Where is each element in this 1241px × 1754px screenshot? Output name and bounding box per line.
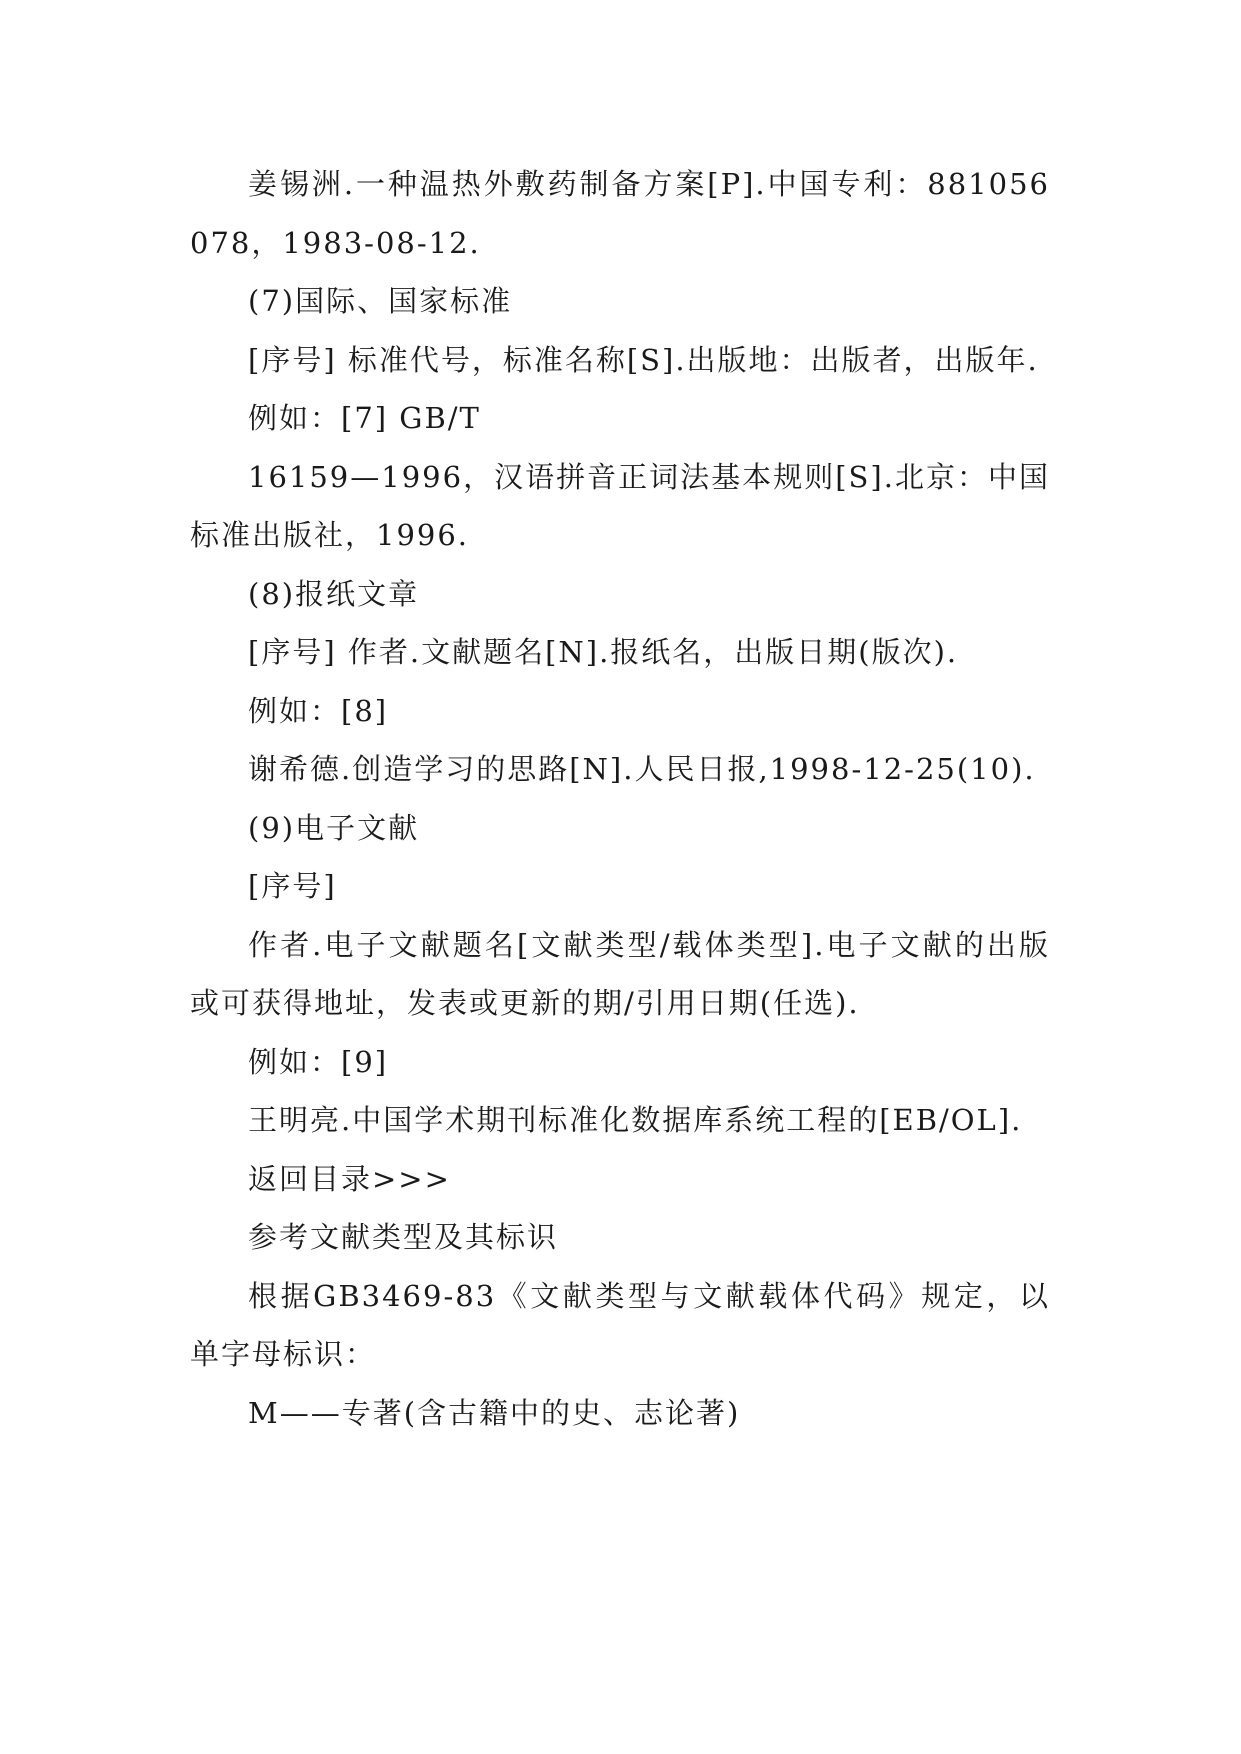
- paragraph-electronic-format: 作者.电子文献题名[文献类型/载体类型].电子文献的出版或可获得地址，发表或更新的期/引用日期(任选).: [190, 927, 1050, 1020]
- paragraph-patent-example: 姜锡洲.一种温热外敷药制备方案[P].中国专利：881056078，1983-08-12.: [190, 167, 1050, 260]
- paragraph-example-7-label: 例如：[7] GB/T: [248, 401, 481, 435]
- paragraph-electronic-seq: [序号]: [248, 869, 337, 903]
- heading-standards: (7)国际、国家标准: [248, 284, 513, 318]
- paragraph-gb-rule: 根据GB3469-83《文献类型与文献载体代码》规定，以单字母标识：: [190, 1278, 1050, 1371]
- document-body: [190, 155, 1050, 1442]
- paragraph-m-monograph: M——专著(含古籍中的史、志论著): [248, 1395, 741, 1430]
- paragraph-example-9-label: 例如：[9]: [248, 1044, 389, 1079]
- heading-electronic: (9)电子文献: [248, 810, 420, 845]
- paragraph-example-8: 谢希德.创造学习的思路[N].人民日报,1998-12-25(10).: [248, 752, 1036, 786]
- heading-newspaper: (8)报纸文章: [248, 576, 420, 611]
- heading-reference-types: 参考文献类型及其标识: [248, 1220, 559, 1254]
- paragraph-example-7: 16159—1996，汉语拼音正词法基本规则[S].北京：中国标准出版社，1996.: [190, 459, 1050, 552]
- paragraph-example-8-label: 例如：[8]: [248, 693, 389, 728]
- paragraph-standards-format: [序号] 标准代号，标准名称[S].出版地：出版者，出版年.: [248, 342, 1039, 377]
- back-to-toc-link[interactable]: 返回目录>>>: [248, 1161, 451, 1196]
- paragraph-newspaper-format: [序号] 作者.文献题名[N].报纸名，出版日期(版次).: [248, 635, 959, 669]
- paragraph-example-9: 王明亮.中国学术期刊标准化数据库系统工程的[EB/OL].: [248, 1103, 1023, 1137]
